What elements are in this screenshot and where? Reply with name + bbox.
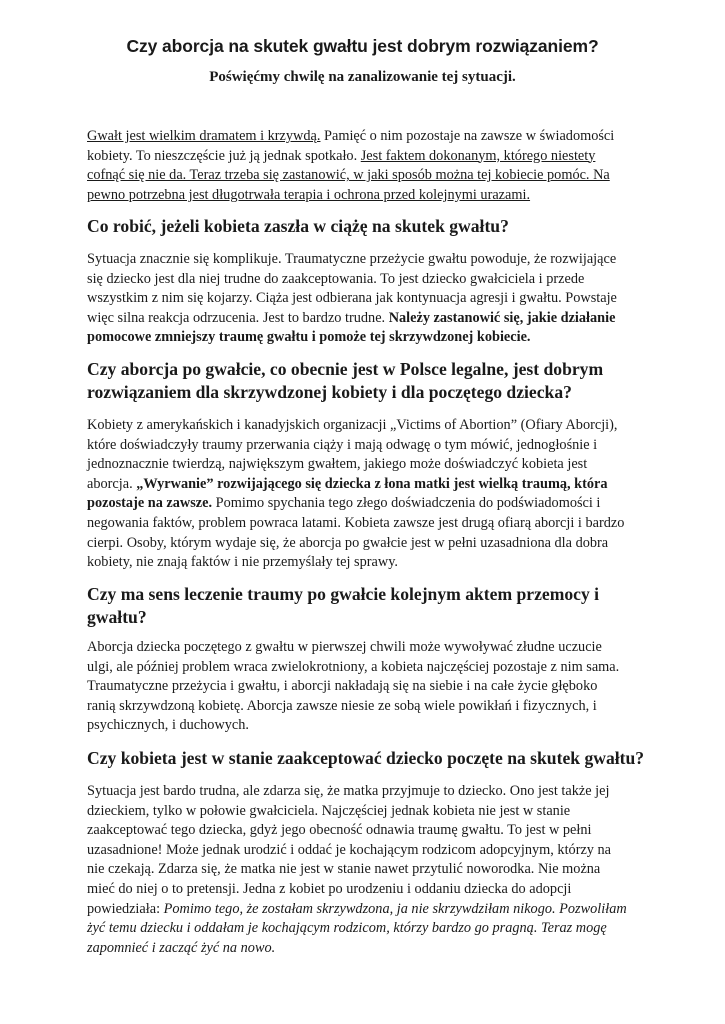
section-2-paragraph: Kobiety z amerykańskich i kanadyjskich organizacji „Victims of Abortion” (Ofiary Aborcji), które doświadczyły traumy przerwania ciąży i mają odwagę o tym mówić, jednogłośnie i jednoznacznie twierdzą, największym gwałtem, jakiego może doświadczyć kobieta jest aborcja. „Wyrwanie” rozwijającego się dziecka z łona matki jest wielką traumą, która pozostaje na zawsze. Pomimo spychania tego złego doświadczenia do podświadomości i negowania faktów, problem powraca latami. Kobieta zawsze jest drugą ofiarą aborcji i bardzo cierpi. Osoby, którym wydaje się, że aborcja po gwałcie jest w pełni uzasadniona dla dobra kobiety, nie znają faktów i nie przemyślały tej sprawy. <box>87 417 625 571</box>
section-2-heading: Czy aborcja po gwałcie, co obecnie jest w Polsce legalne, jest dobrym rozwiązaniem dla skrzywdzonej kobiety i dla poczętego dziecka? <box>87 359 604 402</box>
section-3-paragraph: Aborcja dziecka poczętego z gwałtu w pierwszej chwili może wywoływać złudne uczucie ulgi, ale później problem wraca zwielokrotniony, a kobieta najczęściej pozostaje z nim sama. Traumatyczne przeżycia i gwałtu, i aborcji nakładają się na siebie i na całe życie głęboko ranią skrzywdzoną kobietę. Aborcja zawsze niesie ze sobą wiele powikłań i fizycznych, i psychicznych, i duchowych. <box>87 639 620 734</box>
intro-line-4: pewno potrzebna jest długotrwała terapia i ochrona przed kolejnymi urazami. <box>87 186 531 203</box>
section-1-heading: Co robić, jeżeli kobieta zaszła w ciążę na skutek gwałtu? <box>87 216 509 236</box>
section-4-heading: Czy kobieta jest w stanie zaakceptować dziecko poczęte na skutek gwałtu? <box>87 748 645 768</box>
intro-line-1: Gwałt jest wielkim dramatem i krzywdą. Pamięć o nim pozostaje na zawsze w świadomości <box>87 128 615 144</box>
section-4-paragraph: Sytuacja jest bardo trudna, ale zdarza się, że matka przyjmuje to dziecko. Ono jest także jej dzieckiem, tylko w połowie gwałciciela. Najczęściej jednak kobieta nie jest w stanie zaakceptować tego dziecka, gdyż jego obecność odnawia traumę gwałtu. To jest w pełni uzasadnione! Może jednak urodzić i oddać je kochającym rodzicom adopcyjnym, którzy na nie czekają. Zdarza się, że matka nie jest w stanie nawet przytulić noworodka. Nie można mieć do niej o to pretensji. Jedna z kobiet po urodzeniu i oddaniu dziecka do adopcji powiedziała: Pomimo tego, że zostałam skrzywdzona, ja nie skrzywdziłam nikogo. Pozwoliłam żyć temu dziecku i oddałam je kochającym rodzicom, którzy bardzo go pragną. Teraz mogę zapomnieć i zacząć żyć na nowo. <box>87 783 627 956</box>
section-3-heading: Czy ma sens leczenie traumy po gwałcie kolejnym aktem przemocy i gwałtu? <box>87 584 600 627</box>
document-subtitle: Poświęćmy chwilę na zanalizowanie tej sytuacji. <box>209 69 516 85</box>
document-title: Czy aborcja na skutek gwałtu jest dobrym rozwiązaniem? <box>126 36 599 56</box>
intro-paragraph <box>87 127 647 205</box>
intro-line-2: kobiety. To nieszczęście już ją jednak spotkało. Jest faktem dokonanym, którego niestety <box>87 147 596 164</box>
intro-line-3: cofnąć się nie da. Teraz trzeba się zastanowić, w jaki sposób można tej kobiecie pomóc. Na <box>87 167 610 184</box>
section-1-paragraph: Sytuacja znacznie się komplikuje. Traumatyczne przeżycie gwałtu powoduje, że rozwijające się dziecko jest dla niej trudne do zaakceptowania. To jest dziecko gwałciciela i przede wszystkim z nim się kojarzy. Ciąża jest odbierana jak kontynuacja agresji i gwałtu. Powstaje więc silna reakcja odrzucenia. Jest to bardzo trudne. Należy zastanowić się, jakie działanie pomocowe zmniejszy traumę gwałtu i pomoże tej skrzywdzonej kobiecie. <box>87 251 617 346</box>
